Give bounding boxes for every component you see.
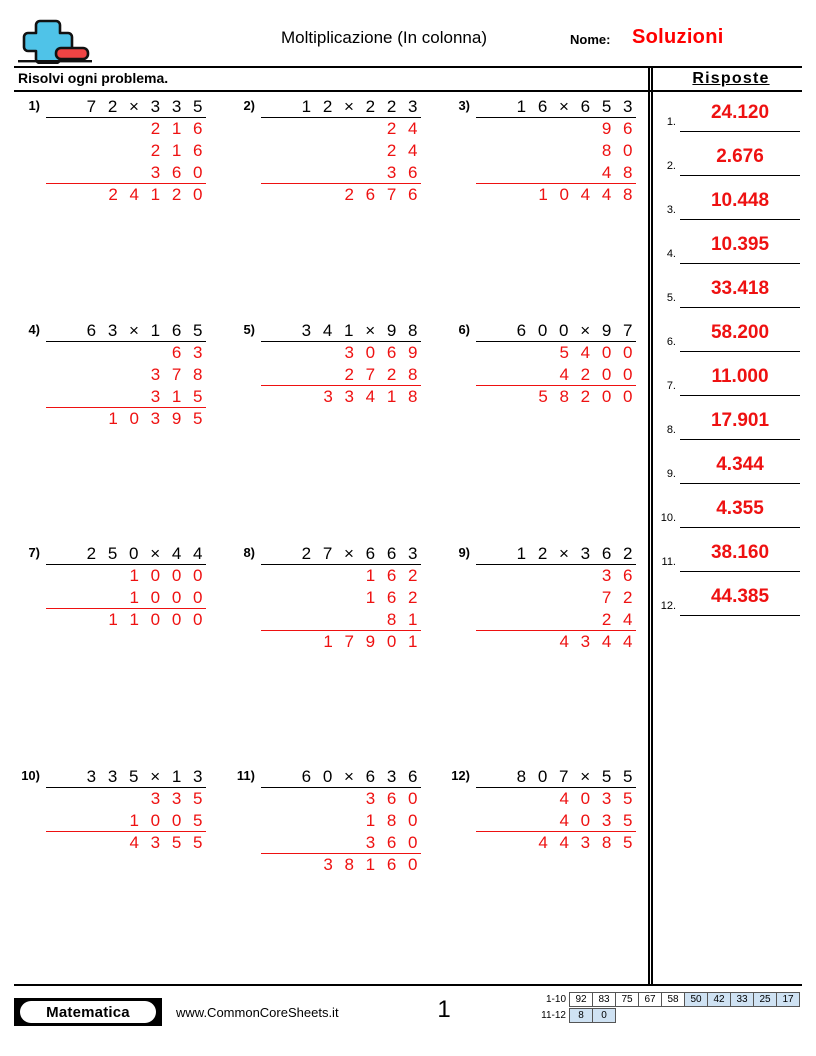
- partial-product: 5 4 0 0: [559, 343, 636, 362]
- problem-work: [261, 543, 421, 653]
- partial-product: 3 7 8: [150, 365, 206, 384]
- problem-expression: 3 3 5 × 1 3: [46, 766, 206, 788]
- score-grid: [534, 992, 800, 1024]
- answer-value[interactable]: 24.120: [680, 96, 800, 132]
- answer-index: 11.: [661, 556, 676, 568]
- score-row: [534, 1008, 800, 1023]
- score-cell: 25: [753, 992, 777, 1007]
- answer-index: 5.: [666, 292, 676, 304]
- name-value: Soluzioni: [632, 26, 724, 48]
- partial-product: 1 0 0 5: [46, 810, 206, 832]
- problems-grid: [14, 96, 644, 976]
- answer-row: [656, 228, 806, 272]
- score-cell: 0: [592, 1008, 616, 1023]
- score-cells: [570, 992, 800, 1007]
- problem-number: 8): [243, 545, 255, 560]
- problem-work: [476, 766, 636, 854]
- partial-product: 7 2: [601, 588, 636, 607]
- answer-row: [656, 492, 806, 536]
- problem-work: [46, 96, 206, 206]
- answer-value[interactable]: 44.385: [680, 580, 800, 616]
- partial-product: 2 7 2 8: [261, 364, 421, 386]
- partial-product: 4 8: [476, 162, 636, 184]
- problem-result: 4 4 3 8 5: [538, 833, 636, 852]
- partial-product: 6 3: [171, 343, 206, 362]
- problem-work: [46, 766, 206, 854]
- plus-minus-logo-icon: [18, 18, 92, 64]
- score-cell: 17: [776, 992, 800, 1007]
- partial-product: 1 0 0 0: [46, 587, 206, 609]
- partial-product: 1 6 2: [365, 566, 421, 585]
- answer-row: [656, 272, 806, 316]
- score-cell: 33: [730, 992, 754, 1007]
- score-cell: 8: [569, 1008, 593, 1023]
- problem-expression: 8 0 7 × 5 5: [476, 766, 636, 788]
- partial-product: 1 0 0 0: [129, 566, 206, 585]
- score-row: [534, 992, 800, 1007]
- partial-product: 2 4: [476, 609, 636, 631]
- partial-product: 8 1: [261, 609, 421, 631]
- problem-number: 3): [458, 98, 470, 113]
- partial-product: 4 0 3 5: [476, 810, 636, 832]
- problem-work: [476, 96, 636, 206]
- header-divider: [14, 66, 802, 68]
- score-cell: 42: [707, 992, 731, 1007]
- problem-result: 3 3 4 1 8: [323, 387, 421, 406]
- score-row-label: 11-12: [541, 1010, 566, 1021]
- answers-title: Risposte: [692, 70, 770, 87]
- answer-value[interactable]: 4.344: [680, 448, 800, 484]
- problem-work: [46, 320, 206, 430]
- problem-expression: 7 2 × 3 3 5: [46, 96, 206, 118]
- partial-product: 2 1 6: [150, 141, 206, 160]
- worksheet-header: [14, 18, 802, 66]
- answer-value[interactable]: 11.000: [680, 360, 800, 396]
- problem-result: 1 1 0 0 0: [108, 610, 206, 629]
- problem-work: [46, 543, 206, 631]
- answer-index: 2.: [666, 160, 676, 172]
- answer-row: [656, 404, 806, 448]
- answer-row: [656, 140, 806, 184]
- answer-row: [656, 96, 806, 140]
- problem-result: 4 3 5 5: [129, 833, 206, 852]
- partial-product: 3 0 6 9: [344, 343, 421, 362]
- name-label: Nome:: [570, 32, 611, 47]
- answer-index: 7.: [666, 380, 676, 392]
- problem-number: 7): [28, 545, 40, 560]
- partial-product: 2 4: [386, 141, 421, 160]
- brand-label: Matematica: [20, 1001, 156, 1023]
- answer-value[interactable]: 2.676: [680, 140, 800, 176]
- instruction-text: Risolvi ogni problema.: [18, 70, 169, 86]
- answer-value[interactable]: 38.160: [680, 536, 800, 572]
- score-cell: 67: [638, 992, 662, 1007]
- answer-row: [656, 580, 806, 624]
- problem-work: [476, 320, 636, 408]
- partial-product: 2 4: [386, 119, 421, 138]
- answer-row: [656, 360, 806, 404]
- answer-index: 8.: [666, 424, 676, 436]
- partial-product: 1 8 0: [365, 811, 421, 830]
- footer-divider: [14, 984, 802, 986]
- partial-product: 4 0 3 5: [559, 789, 636, 808]
- problem-number: 9): [458, 545, 470, 560]
- page-title: Moltiplicazione (In colonna): [281, 28, 487, 47]
- score-cells: [570, 1008, 616, 1023]
- answer-index: 3.: [666, 204, 676, 216]
- score-row-label: 1-10: [545, 994, 566, 1005]
- problem-number: 2): [243, 98, 255, 113]
- problem-expression: 1 6 × 6 5 3: [476, 96, 636, 118]
- problem-result: 2 4 1 2 0: [108, 185, 206, 204]
- answer-row: [656, 184, 806, 228]
- problem-number: 4): [28, 322, 40, 337]
- problem-result: 1 7 9 0 1: [323, 632, 421, 651]
- website-url: www.CommonCoreSheets.it: [176, 1005, 339, 1020]
- problem-number: 1): [28, 98, 40, 113]
- partial-product: 3 6: [601, 566, 636, 585]
- answer-value[interactable]: 33.418: [680, 272, 800, 308]
- problem-expression: 2 7 × 6 6 3: [261, 543, 421, 565]
- problem-work: [261, 766, 421, 876]
- partial-product: 8 0: [601, 141, 636, 160]
- problem-result: 5 8 2 0 0: [538, 387, 636, 406]
- problem-number: 10): [21, 768, 40, 783]
- answer-row: [656, 536, 806, 580]
- answer-value[interactable]: 10.448: [680, 184, 800, 220]
- brand-logo: [14, 998, 162, 1026]
- answer-index: 9.: [666, 468, 676, 480]
- score-cell: 50: [684, 992, 708, 1007]
- answer-row: [656, 448, 806, 492]
- problem-result: 3 8 1 6 0: [323, 855, 421, 874]
- score-cell: 58: [661, 992, 685, 1007]
- problem-result: 4 3 4 4: [559, 632, 636, 651]
- partial-product: 9 6: [601, 119, 636, 138]
- partial-product: 1 6 2: [365, 588, 421, 607]
- answers-panel: [656, 70, 806, 624]
- partial-product: 3 3 5: [150, 789, 206, 808]
- problem-expression: 2 5 0 × 4 4: [46, 543, 206, 565]
- problem-expression: 3 4 1 × 9 8: [261, 320, 421, 342]
- answer-index: 6.: [666, 336, 676, 348]
- answer-index: 1.: [666, 116, 676, 128]
- answer-index: 4.: [666, 248, 676, 260]
- problem-number: 12): [451, 768, 470, 783]
- problem-work: [476, 543, 636, 653]
- problem-expression: 1 2 × 3 6 2: [476, 543, 636, 565]
- problem-number: 11): [236, 768, 255, 783]
- problem-expression: 6 0 0 × 9 7: [476, 320, 636, 342]
- partial-product: 3 6: [261, 162, 421, 184]
- partial-product: 3 6 0: [365, 789, 421, 808]
- partial-product: 3 6 0: [46, 162, 206, 184]
- problem-number: 5): [243, 322, 255, 337]
- problem-expression: 6 0 × 6 3 6: [261, 766, 421, 788]
- answer-index: 12.: [660, 600, 676, 612]
- score-cell: 92: [569, 992, 593, 1007]
- answer-value[interactable]: 4.355: [680, 492, 800, 528]
- partial-product: 3 1 5: [46, 386, 206, 408]
- problem-work: [261, 96, 421, 206]
- problem-work: [261, 320, 421, 408]
- score-cell: 75: [615, 992, 639, 1007]
- answer-value[interactable]: 17.901: [680, 404, 800, 440]
- problem-number: 6): [458, 322, 470, 337]
- answer-value[interactable]: 58.200: [680, 316, 800, 352]
- answers-list: [656, 96, 806, 624]
- score-cell: 83: [592, 992, 616, 1007]
- answer-row: [656, 316, 806, 360]
- problem-result: 2 6 7 6: [344, 185, 421, 204]
- problem-expression: 6 3 × 1 6 5: [46, 320, 206, 342]
- partial-product: 4 2 0 0: [476, 364, 636, 386]
- problem-result: 1 0 3 9 5: [108, 409, 206, 428]
- answer-value[interactable]: 10.395: [680, 228, 800, 264]
- vertical-divider: [648, 66, 653, 986]
- problem-result: 1 0 4 4 8: [538, 185, 636, 204]
- page-number: 1: [437, 996, 451, 1023]
- partial-product: 2 1 6: [150, 119, 206, 138]
- answer-index: 10.: [660, 512, 676, 524]
- problem-expression: 1 2 × 2 2 3: [261, 96, 421, 118]
- partial-product: 3 6 0: [261, 832, 421, 854]
